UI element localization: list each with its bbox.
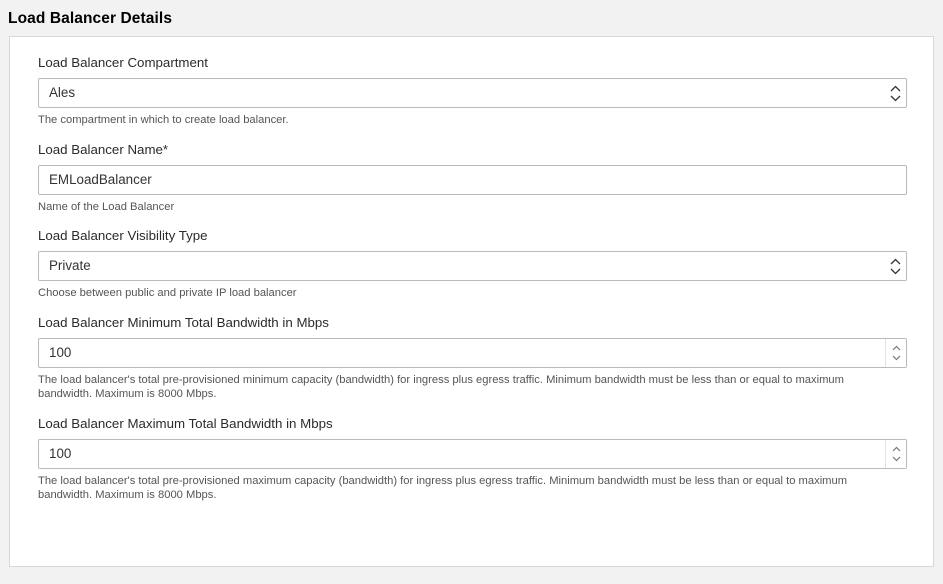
field-help: Name of the Load Balancer: [38, 200, 175, 213]
field-label: Load Balancer Visibility Type: [38, 228, 208, 243]
chevron-updown-icon[interactable]: [884, 252, 906, 280]
field-load-balancer-visibility-type: [30, 228, 913, 301]
field-load-balancer-compartment: [30, 55, 913, 128]
load-balancer-compartment-select[interactable]: [38, 78, 907, 108]
field-label: Load Balancer Maximum Total Bandwidth in Mbps: [38, 415, 333, 431]
chevron-updown-icon[interactable]: [884, 79, 906, 107]
field-load-balancer-maximum-bandwidth: [30, 416, 913, 503]
field-help: Choose between public and private IP load balancer: [38, 287, 297, 299]
select-value: Private: [49, 258, 91, 273]
field-label: Load Balancer Compartment: [38, 55, 208, 70]
select-value: Ales: [49, 85, 76, 100]
input-value: 100: [49, 344, 72, 360]
load-balancer-visibility-type-select[interactable]: [38, 251, 907, 281]
load-balancer-details-panel: [9, 36, 934, 567]
field-help: The load balancer's total pre-provisioned maximum capacity (bandwidth) for ingress plus egress traffic. Minimum bandwidth must be less than or equal to maximum bandwidth. Maximum is 8000 Mbps.: [38, 474, 848, 501]
field-help: The load balancer's total pre-provisioned minimum capacity (bandwidth) for ingress plus egress traffic. Minimum bandwidth must be less than or equal to maximum bandwidth. Maximum is 8000 Mbps.: [38, 373, 844, 400]
load-balancer-minimum-bandwidth-input[interactable]: [38, 338, 907, 368]
field-help: The compartment in which to create load balancer.: [38, 114, 289, 126]
load-balancer-maximum-bandwidth-input[interactable]: [38, 439, 907, 469]
field-label: Load Balancer Name*: [38, 141, 169, 157]
number-stepper[interactable]: [885, 339, 906, 367]
input-value: EMLoadBalancer: [49, 171, 152, 187]
load-balancer-name-input[interactable]: [38, 165, 907, 195]
number-stepper[interactable]: [885, 440, 906, 468]
field-load-balancer-name: [30, 142, 913, 215]
field-load-balancer-minimum-bandwidth: [30, 315, 913, 402]
page-title: Load Balancer Details: [8, 10, 173, 27]
input-value: 100: [49, 445, 72, 461]
field-label: Load Balancer Minimum Total Bandwidth in Mbps: [38, 314, 329, 330]
